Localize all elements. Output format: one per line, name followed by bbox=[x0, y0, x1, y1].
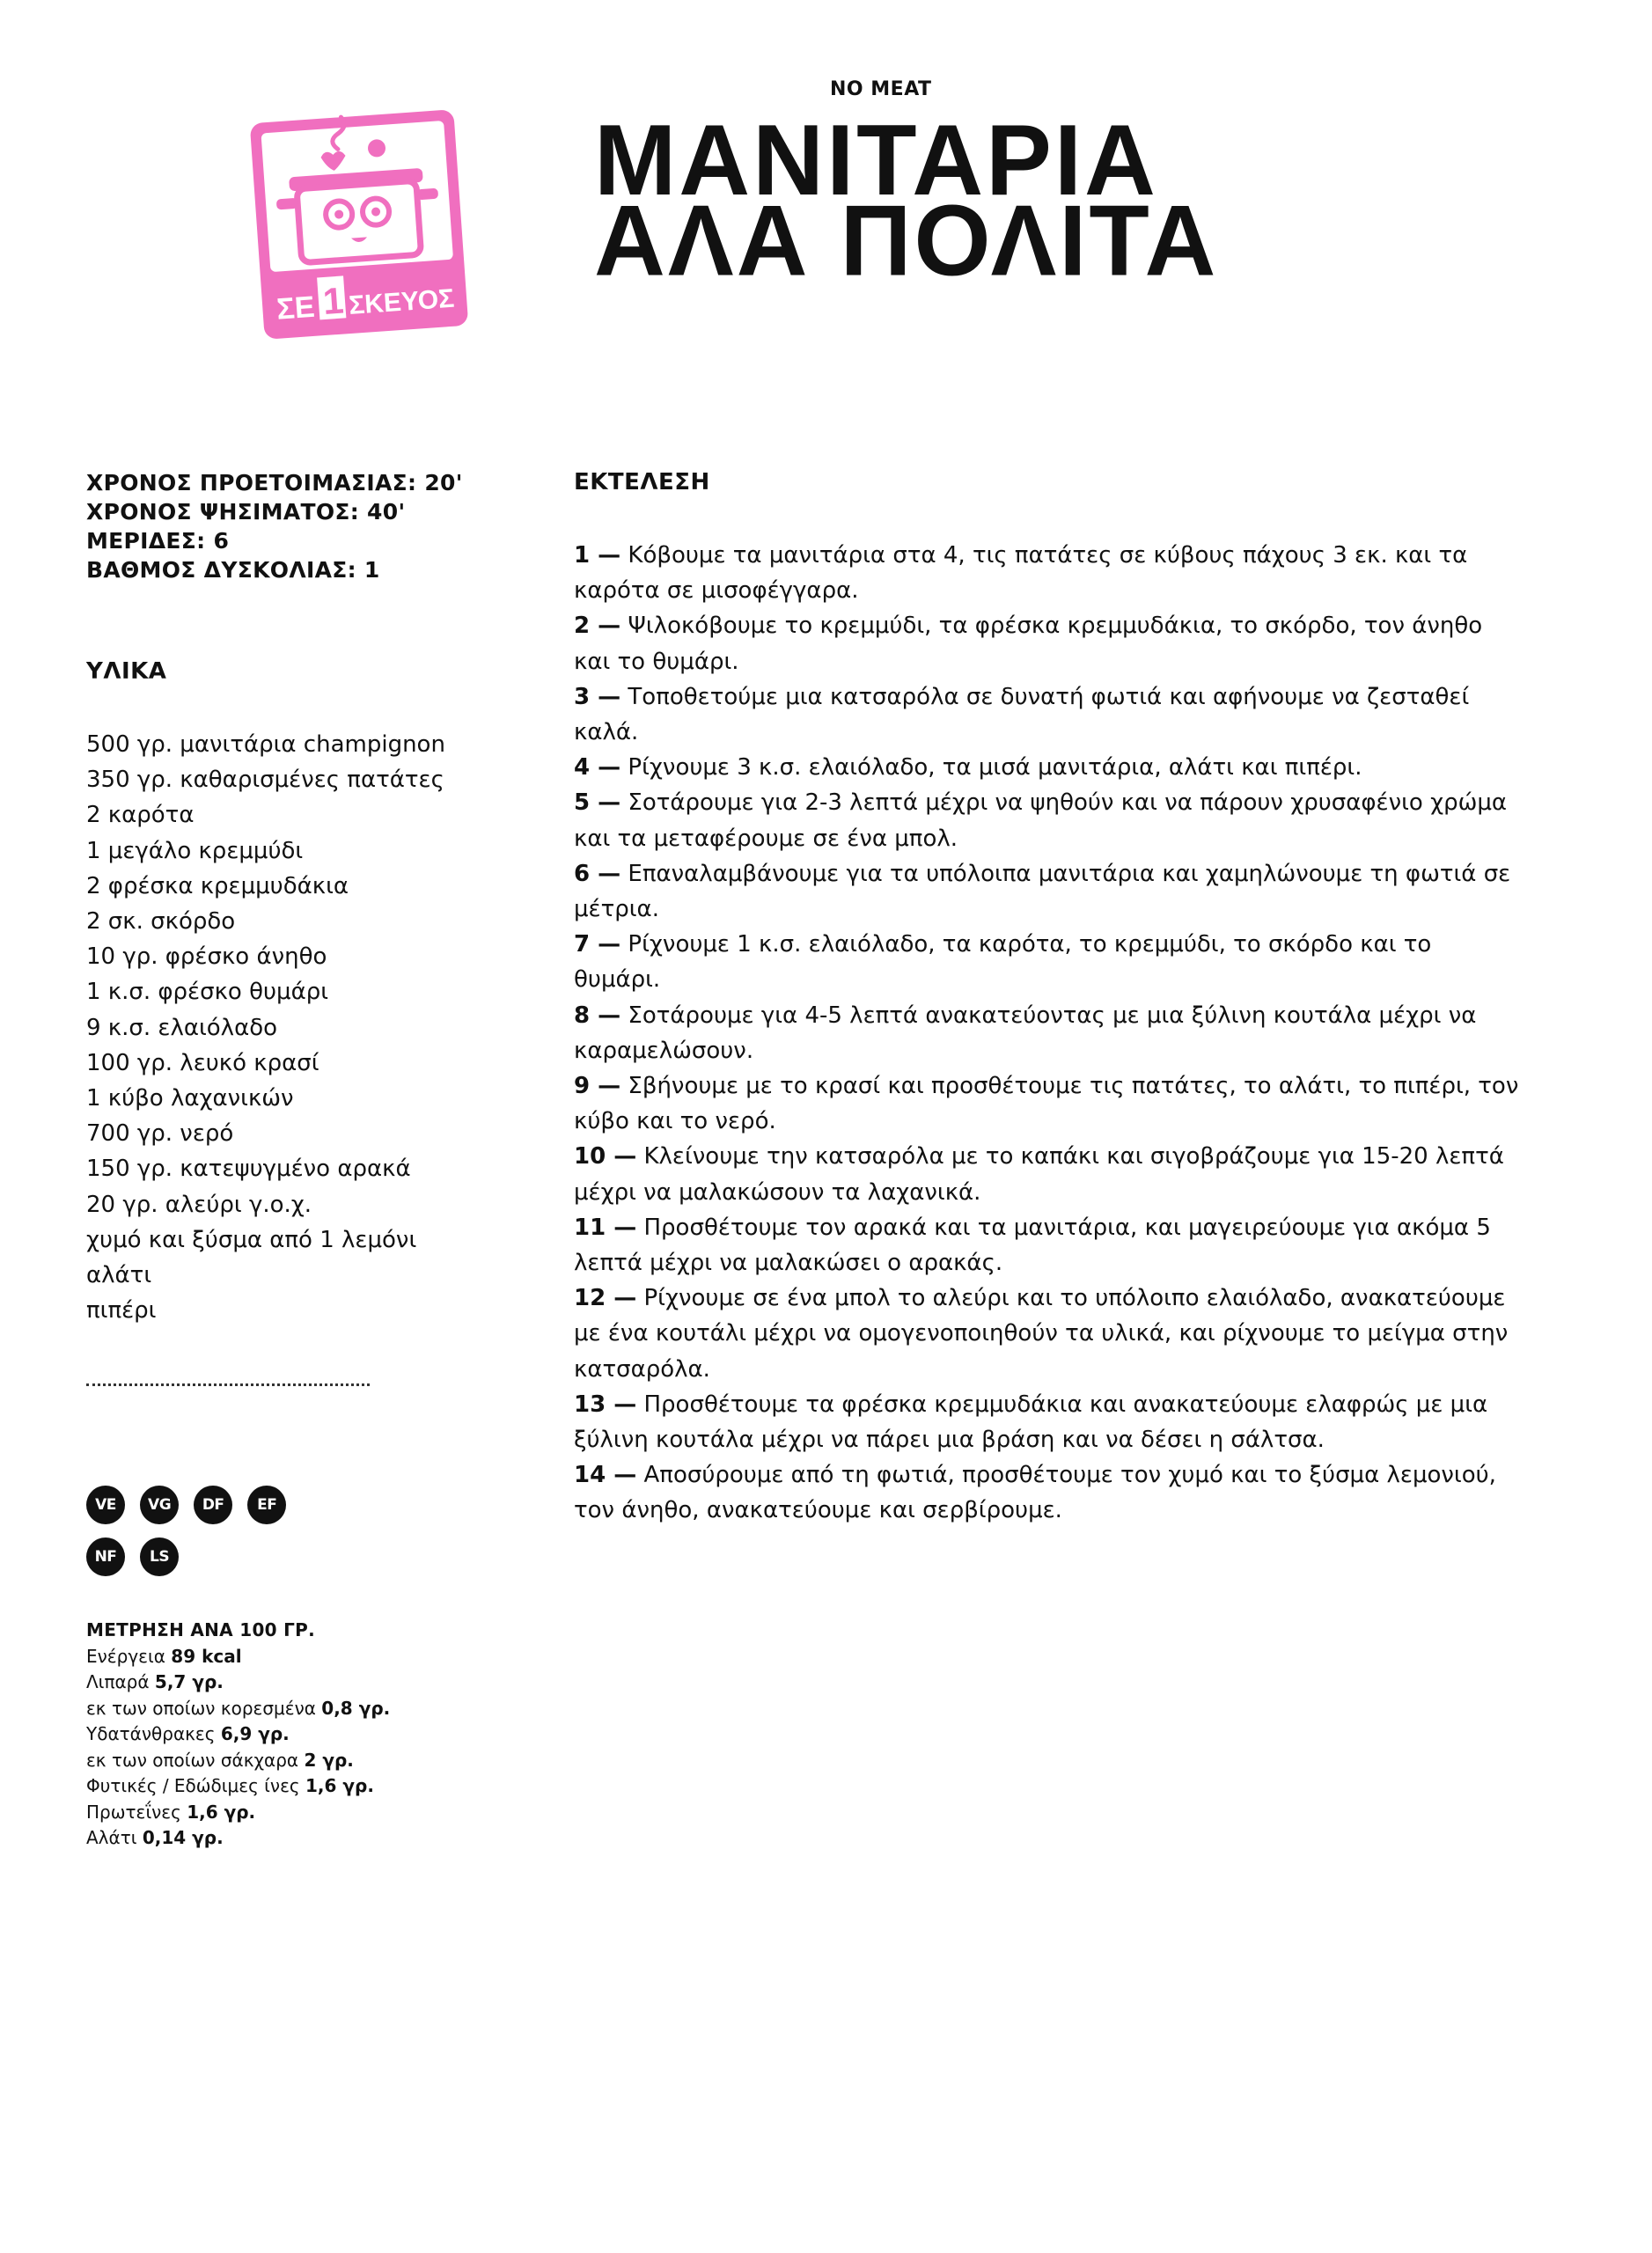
step-number: 5 — bbox=[574, 789, 621, 817]
cook-time: ΧΡΟΝΟΣ ΨΗΣΙΜΑΤΟΣ: 40' bbox=[86, 499, 406, 525]
nutrition-value: 1,6 γρ. bbox=[305, 1775, 374, 1796]
ingredient-item: 9 κ.σ. ελαιόλαδο bbox=[86, 1014, 278, 1041]
nutrition-row bbox=[86, 1748, 390, 1774]
nutrition-label: Υδατάνθρακες bbox=[86, 1723, 216, 1744]
step-text: Αποσύρουμε από τη φωτιά, προσθέτουμε τον χυμό και το ξύσμα λεμονιού, τον άνηθο, ανακατεύουμε και σερβίρουμε. bbox=[574, 1462, 1496, 1524]
ingredient-item: αλάτι bbox=[86, 1262, 152, 1289]
nutrition-row bbox=[86, 1696, 390, 1722]
step-item bbox=[574, 927, 1524, 997]
nutrition-label: Φυτικές / Εδώδιμες ίνες bbox=[86, 1775, 300, 1796]
ingredient-item: 20 γρ. αλεύρι γ.ο.χ. bbox=[86, 1191, 312, 1218]
category-label: NO MEAT bbox=[830, 78, 932, 100]
ingredient-item: 2 φρέσκα κρεμμυδάκια bbox=[86, 872, 349, 899]
step-text: Προσθέτουμε τον αρακά και τα μανιτάρια, και μαγειρεύουμε για ακόμα 5 λεπτά μέχρι να μαλακώσει ο αρακάς. bbox=[574, 1214, 1491, 1277]
step-item bbox=[574, 538, 1524, 608]
step-item bbox=[574, 856, 1524, 927]
step-text: Σοτάρουμε για 2-3 λεπτά μέχρι να ψηθούν και να πάρουν χρυσαφένιο χρώμα και τα μεταφέρουμε σε ένα μπολ. bbox=[574, 789, 1508, 852]
nutrition-row bbox=[86, 1644, 390, 1670]
step-number: 2 — bbox=[574, 613, 621, 640]
nutrition-label: Πρωτεΐνες bbox=[86, 1801, 181, 1823]
step-item bbox=[574, 608, 1524, 679]
step-number: 4 — bbox=[574, 754, 621, 782]
step-number: 14 — bbox=[574, 1462, 637, 1489]
nutrition-value: 2 γρ. bbox=[304, 1749, 354, 1771]
ingredient-item: χυμό και ξύσμα από 1 λεμόνι bbox=[86, 1226, 417, 1253]
ingredients-heading: ΥΛΙΚΑ bbox=[86, 658, 167, 685]
step-item bbox=[574, 1139, 1524, 1209]
step-text: Σβήνουμε με το κρασί και προσθέτουμε τις πατάτες, το αλάτι, το πιπέρι, τον κύβο και το νερό. bbox=[574, 1073, 1519, 1135]
nutrition-label: Ενέργεια bbox=[86, 1645, 165, 1667]
nutrition-label: Αλάτι bbox=[86, 1827, 137, 1848]
ingredient-item: 2 σκ. σκόρδο bbox=[86, 908, 236, 936]
step-number: 10 — bbox=[574, 1143, 637, 1171]
svg-text:1: 1 bbox=[321, 279, 345, 323]
ingredient-item: 350 γρ. καθαρισμένες πατάτες bbox=[86, 767, 444, 794]
badge-low-salt: LS bbox=[140, 1537, 179, 1576]
step-item bbox=[574, 785, 1524, 855]
servings: ΜΕΡΙΔΕΣ: 6 bbox=[86, 528, 230, 554]
ingredient-item: 100 γρ. λευκό κρασί bbox=[86, 1049, 319, 1076]
step-item bbox=[574, 998, 1524, 1068]
ingredient-item: 10 γρ. φρέσκο άνηθο bbox=[86, 943, 327, 971]
step-text: Τοποθετούμε μια κατσαρόλα σε δυνατή φωτιά και αφήνουμε να ζεσταθεί καλά. bbox=[574, 683, 1470, 746]
step-item bbox=[574, 1457, 1524, 1528]
ingredient-item: 500 γρ. μανιτάρια champignon bbox=[86, 731, 445, 758]
ingredient-item: 1 κ.σ. φρέσκο θυμάρι bbox=[86, 979, 329, 1006]
nutrition-row bbox=[86, 1721, 390, 1748]
step-text: Ρίχνουμε σε ένα μπολ το αλεύρι και το υπόλοιπο ελαιόλαδο, ανακατεύουμε με ένα κουτάλι μέχρι να ομογενοποιηθούν τα υλικά, και ρίχνουμε το μείγμα στην κατσαρόλα. bbox=[574, 1285, 1509, 1383]
nutrition-value: 0,14 γρ. bbox=[142, 1827, 224, 1848]
one-pot-stamp-logo bbox=[248, 109, 470, 340]
nutrition-value: 89 kcal bbox=[171, 1645, 242, 1667]
nutrition-value: 0,8 γρ. bbox=[321, 1697, 391, 1719]
nutrition-row bbox=[86, 1773, 390, 1800]
badge-vegan: VE bbox=[86, 1486, 125, 1524]
nutrition-value: 1,6 γρ. bbox=[187, 1801, 256, 1823]
title-line-1: ΜΑΝΙΤΑΡΙΑ bbox=[594, 103, 1158, 216]
step-number: 1 — bbox=[574, 542, 621, 569]
ingredient-item: πιπέρι bbox=[86, 1297, 157, 1325]
stamp-text: ΣΕ bbox=[275, 290, 316, 327]
step-text: Κόβουμε τα μανιτάρια στα 4, τις πατάτες σε κύβους πάχους 3 εκ. και τα καρότα σε μισοφέγγαρα. bbox=[574, 542, 1468, 605]
ingredients-list bbox=[86, 727, 526, 1328]
nutrition-row bbox=[86, 1670, 390, 1696]
step-text: Επαναλαμβάνουμε για τα υπόλοιπα μανιτάρια και χαμηλώνουμε τη φωτιά σε μέτρια. bbox=[574, 860, 1511, 923]
step-number: 7 — bbox=[574, 931, 621, 958]
nutrition-value: 6,9 γρ. bbox=[220, 1723, 290, 1744]
step-number: 9 — bbox=[574, 1073, 621, 1100]
ingredient-item: 2 καρότα bbox=[86, 802, 195, 829]
difficulty: ΒΑΘΜΟΣ ΔΥΣΚΟΛΙΑΣ: 1 bbox=[86, 557, 380, 583]
recipe-meta bbox=[86, 468, 463, 584]
step-text: Ρίχνουμε 1 κ.σ. ελαιόλαδο, τα καρότα, το κρεμμύδι, το σκόρδο και το θυμάρι. bbox=[574, 931, 1432, 994]
step-number: 8 — bbox=[574, 1002, 621, 1029]
nutrition-facts bbox=[86, 1618, 390, 1852]
step-number: 6 — bbox=[574, 860, 621, 887]
nutrition-heading: ΜΕΤΡΗΣΗ ΑΝΑ 100 ΓΡ. bbox=[86, 1619, 316, 1640]
step-number: 12 — bbox=[574, 1285, 637, 1312]
dotted-divider bbox=[86, 1383, 370, 1386]
badge-vegetarian: VG bbox=[140, 1486, 179, 1524]
step-number: 3 — bbox=[574, 683, 621, 710]
step-text: Ψιλοκόβουμε το κρεμμύδι, τα φρέσκα κρεμμυδάκια, το σκόρδο, τον άνηθο και το θυμάρι. bbox=[574, 613, 1483, 675]
step-item bbox=[574, 1387, 1524, 1457]
nutrition-value: 5,7 γρ. bbox=[154, 1671, 224, 1692]
ingredient-item: 1 μεγάλο κρεμμύδι bbox=[86, 837, 304, 864]
recipe-title bbox=[594, 103, 1219, 297]
step-text: Σοτάρουμε για 4-5 λεπτά ανακατεύοντας με μια ξύλινη κουτάλα μέχρι να καραμελώσουν. bbox=[574, 1002, 1477, 1064]
step-item bbox=[574, 1281, 1524, 1387]
step-number: 13 — bbox=[574, 1391, 637, 1418]
step-number: 11 — bbox=[574, 1214, 637, 1241]
nutrition-label: Λιπαρά bbox=[86, 1671, 150, 1692]
ingredient-item: 150 γρ. κατεψυγμένο αρακά bbox=[86, 1156, 411, 1183]
badge-nut-free: NF bbox=[86, 1537, 125, 1576]
step-item bbox=[574, 750, 1524, 785]
nutrition-label: εκ των οποίων σάκχαρα bbox=[86, 1749, 299, 1771]
ingredient-item: 1 κύβο λαχανικών bbox=[86, 1085, 294, 1112]
execution-steps bbox=[574, 538, 1524, 1529]
badge-dairy-free: DF bbox=[194, 1486, 232, 1524]
step-item bbox=[574, 1210, 1524, 1281]
ingredient-item: 700 γρ. νερό bbox=[86, 1120, 234, 1148]
step-item bbox=[574, 1068, 1524, 1139]
nutrition-row bbox=[86, 1800, 390, 1826]
nutrition-label: εκ των οποίων κορεσμένα bbox=[86, 1697, 316, 1719]
badge-egg-free: EF bbox=[247, 1486, 286, 1524]
title-line-2: ΑΛΑ ΠΟΛΙΤΑ bbox=[594, 184, 1219, 297]
step-text: Ρίχνουμε 3 κ.σ. ελαιόλαδο, τα μισά μανιτάρια, αλάτι και πιπέρι. bbox=[628, 754, 1362, 782]
step-text: Κλείνουμε την κατσαρόλα με το καπάκι και σιγοβράζουμε για 15-20 λεπτά μέχρι να μαλακώσουν τα λαχανικά. bbox=[574, 1143, 1504, 1206]
svg-text:ΣΚΕΥΟΣ: ΣΚΕΥΟΣ bbox=[348, 283, 456, 320]
step-item bbox=[574, 679, 1524, 750]
nutrition-row bbox=[86, 1825, 390, 1852]
prep-time: ΧΡΟΝΟΣ ΠΡΟΕΤΟΙΜΑΣΙΑΣ: 20' bbox=[86, 470, 463, 495]
execution-heading: ΕΚΤΕΛΕΣΗ bbox=[574, 469, 710, 495]
step-text: Προσθέτουμε τα φρέσκα κρεμμυδάκια και ανακατεύουμε ελαφρώς με μια ξύλινη κουτάλα μέχρι να πάρει μια βράση και να δέσει η σάλτσα. bbox=[574, 1391, 1488, 1454]
diet-badges bbox=[86, 1486, 333, 1589]
